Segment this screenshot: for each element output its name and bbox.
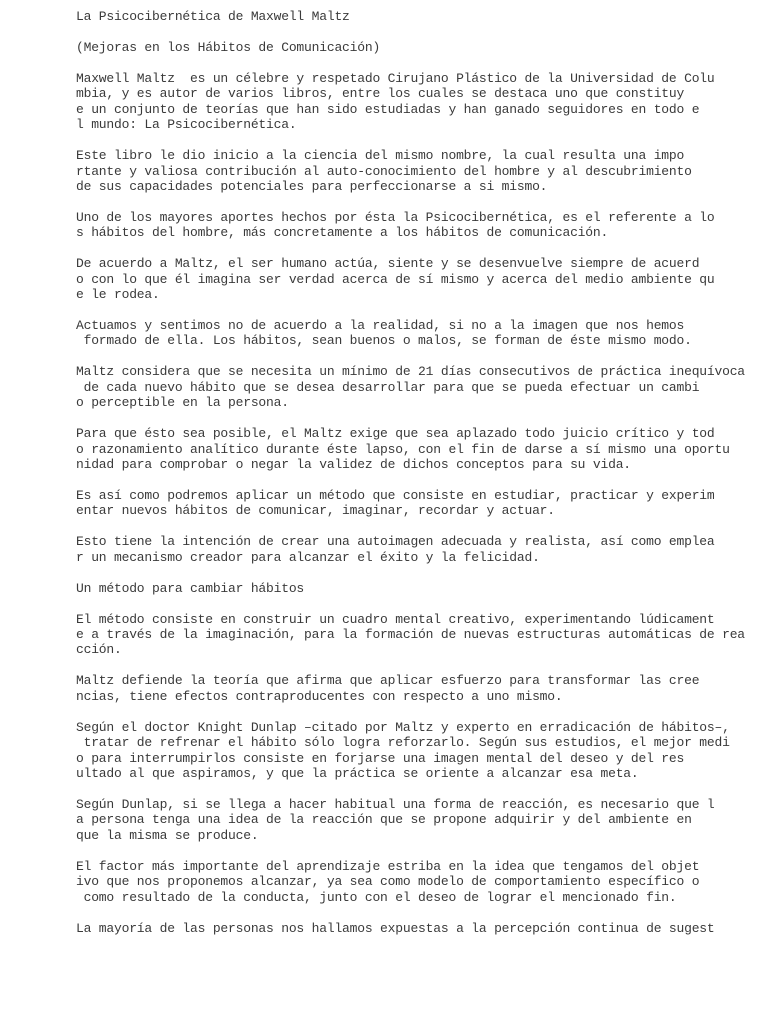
text-line: formado de ella. Los hábitos, sean buenos o malos, se forman de éste mismo modo. [76,333,692,349]
paragraph [76,71,756,133]
text-line: Actuamos y sentimos no de acuerdo a la realidad, si no a la imagen que nos hemos [76,318,685,334]
text-line: tratar de refrenar el hábito sólo logra reforzarlo. Según sus estudios, el mejor medi [76,735,730,751]
text-line: e un conjunto de teorías que han sido estudiadas y han ganado seguidores en todo e [76,101,700,117]
text-line: o con lo que él imagina ser verdad acerca de sí mismo y acerca del medio ambiente qu [76,271,715,287]
text-line: cción. [76,642,122,658]
text-line: (Mejoras en los Hábitos de Comunicación) [76,39,381,55]
document-subtitle [76,40,756,55]
text-line: o para interrumpirlos consiste en forjarse una imagen mental del deseo y del res [76,750,685,766]
text-line: ncias, tiene efectos contraproducentes con respecto a uno mismo. [76,688,563,704]
document-page [76,9,756,951]
text-line: mbia, y es autor de varios libros, entre los cuales se destaca uno que constituy [76,86,685,102]
text-line: Según el doctor Knight Dunlap –citado por Maltz y experto en erradicación de hábitos–, [76,719,730,735]
paragraph [76,797,756,843]
text-line: Un método para cambiar hábitos [76,580,305,596]
text-line: Maltz considera que se necesita un mínimo de 21 días consecutivos de práctica inequívoca [76,364,745,380]
text-line: Maltz defiende la teoría que afirma que aplicar esfuerzo para transformar las cree [76,673,700,689]
paragraph [76,488,756,519]
text-line: Este libro le dio inicio a la ciencia del mismo nombre, la cual resulta una impo [76,148,685,164]
text-line: De acuerdo a Maltz, el ser humano actúa, siente y se desenvuelve siempre de acuerd [76,256,700,272]
text-line: ultado al que aspiramos, y que la práctica se oriente a alcanzar esa meta. [76,765,639,781]
document-title [76,9,756,24]
paragraph [76,426,756,472]
text-line: e le rodea. [76,287,160,303]
text-line: Es así como podremos aplicar un método que consiste en estudiar, practicar y experim [76,487,715,503]
text-line: Uno de los mayores aportes hechos por ésta la Psicocibernética, es el referente a lo [76,209,715,225]
text-line: La mayoría de las personas nos hallamos expuestas a la percepción continua de sugest [76,920,715,936]
text-line: de sus capacidades potenciales para perfeccionarse a si mismo. [76,178,548,194]
text-line: r un mecanismo creador para alcanzar el éxito y la felicidad. [76,549,540,565]
text-line: entar nuevos hábitos de comunicar, imaginar, recordar y actuar. [76,503,555,519]
text-line: l mundo: La Psicocibernética. [76,117,297,133]
text-line: que la misma se produce. [76,827,259,843]
text-line: nidad para comprobar o negar la validez de dichos conceptos para su vida. [76,456,631,472]
paragraph [76,534,756,565]
text-line: La Psicocibernética de Maxwell Maltz [76,9,350,24]
paragraph [76,720,756,782]
paragraph [76,364,756,410]
paragraph [76,210,756,241]
text-line: El método consiste en construir un cuadro mental creativo, experimentando lúdicament [76,611,715,627]
text-line: e a través de la imaginación, para la formación de nuevas estructuras automáticas de rea [76,627,745,643]
text-line: El factor más importante del aprendizaje estriba en la idea que tengamos del objet [76,858,700,874]
paragraph [76,148,756,194]
text-line: s hábitos del hombre, más concretamente a los hábitos de comunicación. [76,225,609,241]
text-line: de cada nuevo hábito que se desea desarrollar para que se pueda efectuar un cambi [76,379,700,395]
text-line: Para que ésto sea posible, el Maltz exige que sea aplazado todo juicio crítico y tod [76,426,715,442]
text-line: o razonamiento analítico durante éste lapso, con el fin de darse a sí mismo una oportu [76,441,730,457]
paragraph [76,921,756,936]
paragraph [76,612,756,658]
paragraph [76,859,756,905]
section-heading [76,581,756,596]
text-line: como resultado de la conducta, junto con el deseo de lograr el mencionado fin. [76,889,677,905]
text-line: ivo que nos proponemos alcanzar, ya sea como modelo de comportamiento específico o [76,874,700,890]
text-line: Según Dunlap, si se llega a hacer habitual una forma de reacción, es necesario que l [76,796,715,812]
paragraph [76,256,756,302]
text-line: a persona tenga una idea de la reacción que se propone adquirir y del ambiente en [76,812,692,828]
text-line: Maxwell Maltz es un célebre y respetado Cirujano Plástico de la Universidad de Colu [76,70,715,86]
text-line: o perceptible en la persona. [76,395,289,411]
text-line: Esto tiene la intención de crear una autoimagen adecuada y realista, así como emplea [76,534,715,550]
paragraph [76,673,756,704]
text-line: rtante y valiosa contribución al auto-conocimiento del hombre y al descubrimiento [76,163,692,179]
paragraph [76,318,756,349]
